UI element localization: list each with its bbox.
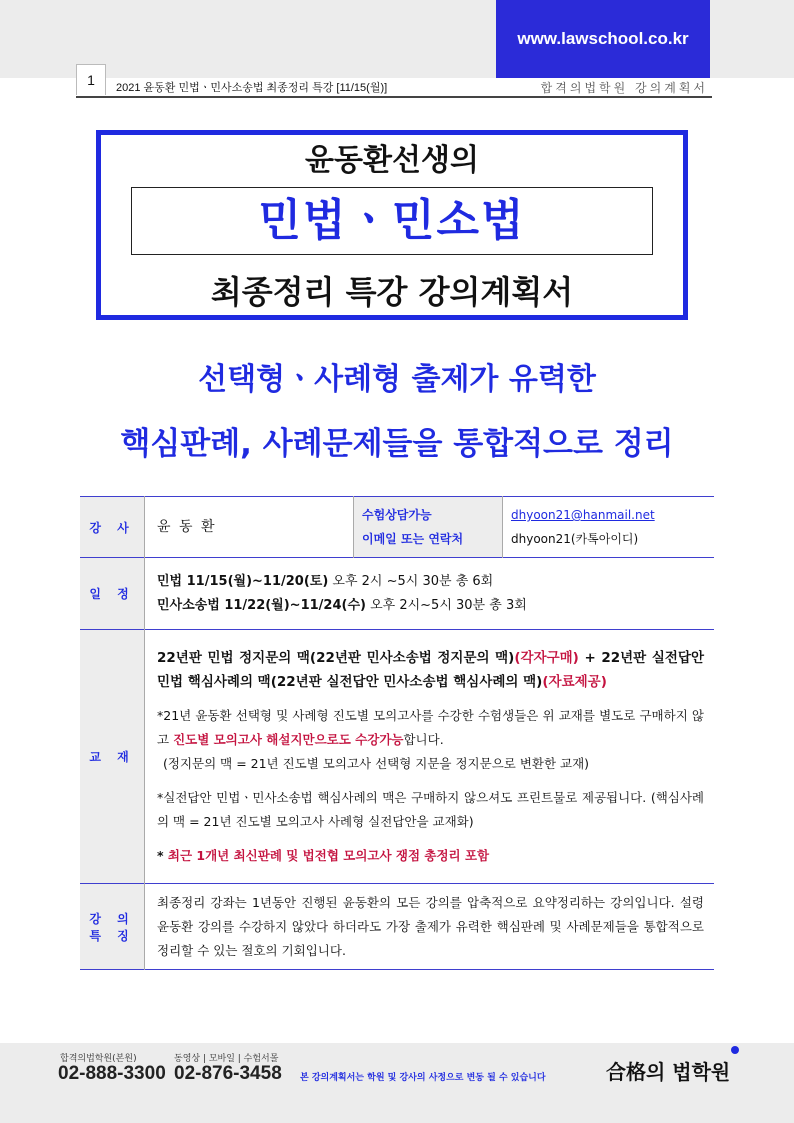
title-box: [96, 130, 688, 320]
features-text: 최종정리 강좌는 1년동안 진행된 윤동환의 모든 강의를 압축적으로 요약정리하는 강의입니다. 설령 윤동환 강의를 수강하지 않았다 하더라도 가장 출제가 유력한 핵심판례 및 사례문제들을 통합적으로 정리할 수 있는 절호의 기회입니다.: [157, 894, 704, 958]
footer-logo: 合格의 법학원: [606, 1060, 731, 1084]
textbook-provided-note: (자료제공): [542, 673, 607, 690]
textbook-purchase-note: (각자구매): [514, 649, 579, 666]
textbook-note1-a: *21년 윤동환 선택형 및 사례형 진도별 모의고사를 수강한 수험생들은 위 교재를 별도로 구매하지 않고: [157, 707, 704, 747]
logo-dot-icon: [731, 1046, 739, 1054]
textbook-note3: *실전답안 민법ㆍ민사소송법 핵심사례의 맥은 구매하지 않으셔도 프린트물로 제공됩니다. (핵심사례의 맥 = 21년 진도별 모의고사 사례형 실전답안을 교재화): [157, 789, 704, 829]
plan-label: 합격의법학원 강의계획서: [540, 81, 708, 95]
textbook-main-c: + 22년판 실전답안 민법 핵심사례의 맥(22년판 실전답안 민사소송법 핵심사례의 맥): [157, 649, 704, 690]
schedule-row: [80, 558, 714, 630]
title-subject: 민법ㆍ민소법: [131, 187, 653, 255]
textbook-note1-c: 합니다.: [403, 731, 444, 747]
email-link[interactable]: dhyoon21@hanmail.net: [511, 508, 655, 522]
title-course: 최종정리 특강 강의계획서: [210, 273, 574, 311]
textbook-note2: (정지문의 맥 = 21년 진도별 모의고사 선택형 지문을 정지문으로 변환한 교재): [163, 755, 590, 771]
textbook-row: [80, 630, 714, 884]
textbook-note4: [157, 844, 704, 868]
textbook-label: 교 재: [80, 630, 145, 884]
instructor-row: [80, 497, 714, 558]
instructor-name: 윤 동 환: [157, 519, 217, 535]
course-title: 2021 윤동환 민법ㆍ민사소송법 최종정리 특강 [11/15(월)]: [116, 82, 388, 94]
schedule-procedure-time: 오후 2시~5시 30분 총 3회: [365, 597, 527, 613]
page-number: 1: [76, 64, 106, 95]
schedule-civil-procedure: [157, 594, 704, 618]
schedule-label: 일 정: [80, 558, 145, 630]
textbook-note1: [157, 704, 704, 752]
footer-main-label: 합격의법학원(본원): [60, 1054, 137, 1064]
footer-main-phone[interactable]: 02-888-3300: [58, 1063, 166, 1084]
contact-label: [354, 497, 503, 558]
subtitle-line2: 핵심판례, 사례문제들을 통합적으로 정리: [120, 426, 674, 462]
course-info-table: [80, 496, 714, 970]
textbook-note1-highlight: 진도별 모의고사 해설지만으로도 수강가능: [173, 731, 404, 747]
schedule-civil-date: 민법 11/15(월)~11/20(토): [157, 573, 329, 589]
textbook-main: [157, 646, 704, 694]
contact-label-line2: 이메일 또는 연락처: [362, 532, 464, 546]
features-label: [80, 884, 145, 970]
header-divider: [76, 96, 712, 98]
website-url[interactable]: www.lawschool.co.kr: [496, 0, 710, 78]
contact-label-line1: 수험상담가능: [362, 508, 432, 522]
schedule-civil-time: 오후 2시 ~5시 30분 총 6회: [328, 573, 494, 589]
features-label-line2: 특 징: [89, 928, 135, 943]
footer-sub-phone[interactable]: 02-876-3458: [174, 1063, 282, 1084]
textbook-note4-highlight: 최근 1개년 최신판례 및 법전협 모의고사 쟁점 총정리 포함: [167, 847, 490, 863]
schedule-procedure-date: 민사소송법 11/22(월)~11/24(수): [157, 597, 366, 613]
features-label-line1: 강 의: [89, 911, 135, 926]
schedule-civil: [157, 570, 704, 594]
footer-sub-label: 동영상 | 모바일 | 수험서몰: [174, 1054, 279, 1064]
kakao-id: dhyoon21(카톡아이디): [511, 532, 639, 546]
textbook-note4-bullet: *: [157, 847, 168, 863]
textbook-content: [145, 630, 715, 884]
features-row: [80, 884, 714, 970]
textbook-main-a: 22년판 민법 정지문의 맥(22년판 민사소송법 정지문의 맥): [157, 649, 515, 666]
contact-values: [503, 497, 715, 558]
footer-notice: 본 강의계획서는 학원 및 강사의 사정으로 변동 될 수 있습니다: [300, 1073, 546, 1083]
title-instructor: 윤동환선생의: [305, 143, 479, 178]
schedule-content: [145, 558, 715, 630]
subtitle-line1: 선택형ㆍ사례형 출제가 유력한: [198, 362, 596, 397]
instructor-label: 강 사: [80, 497, 145, 558]
